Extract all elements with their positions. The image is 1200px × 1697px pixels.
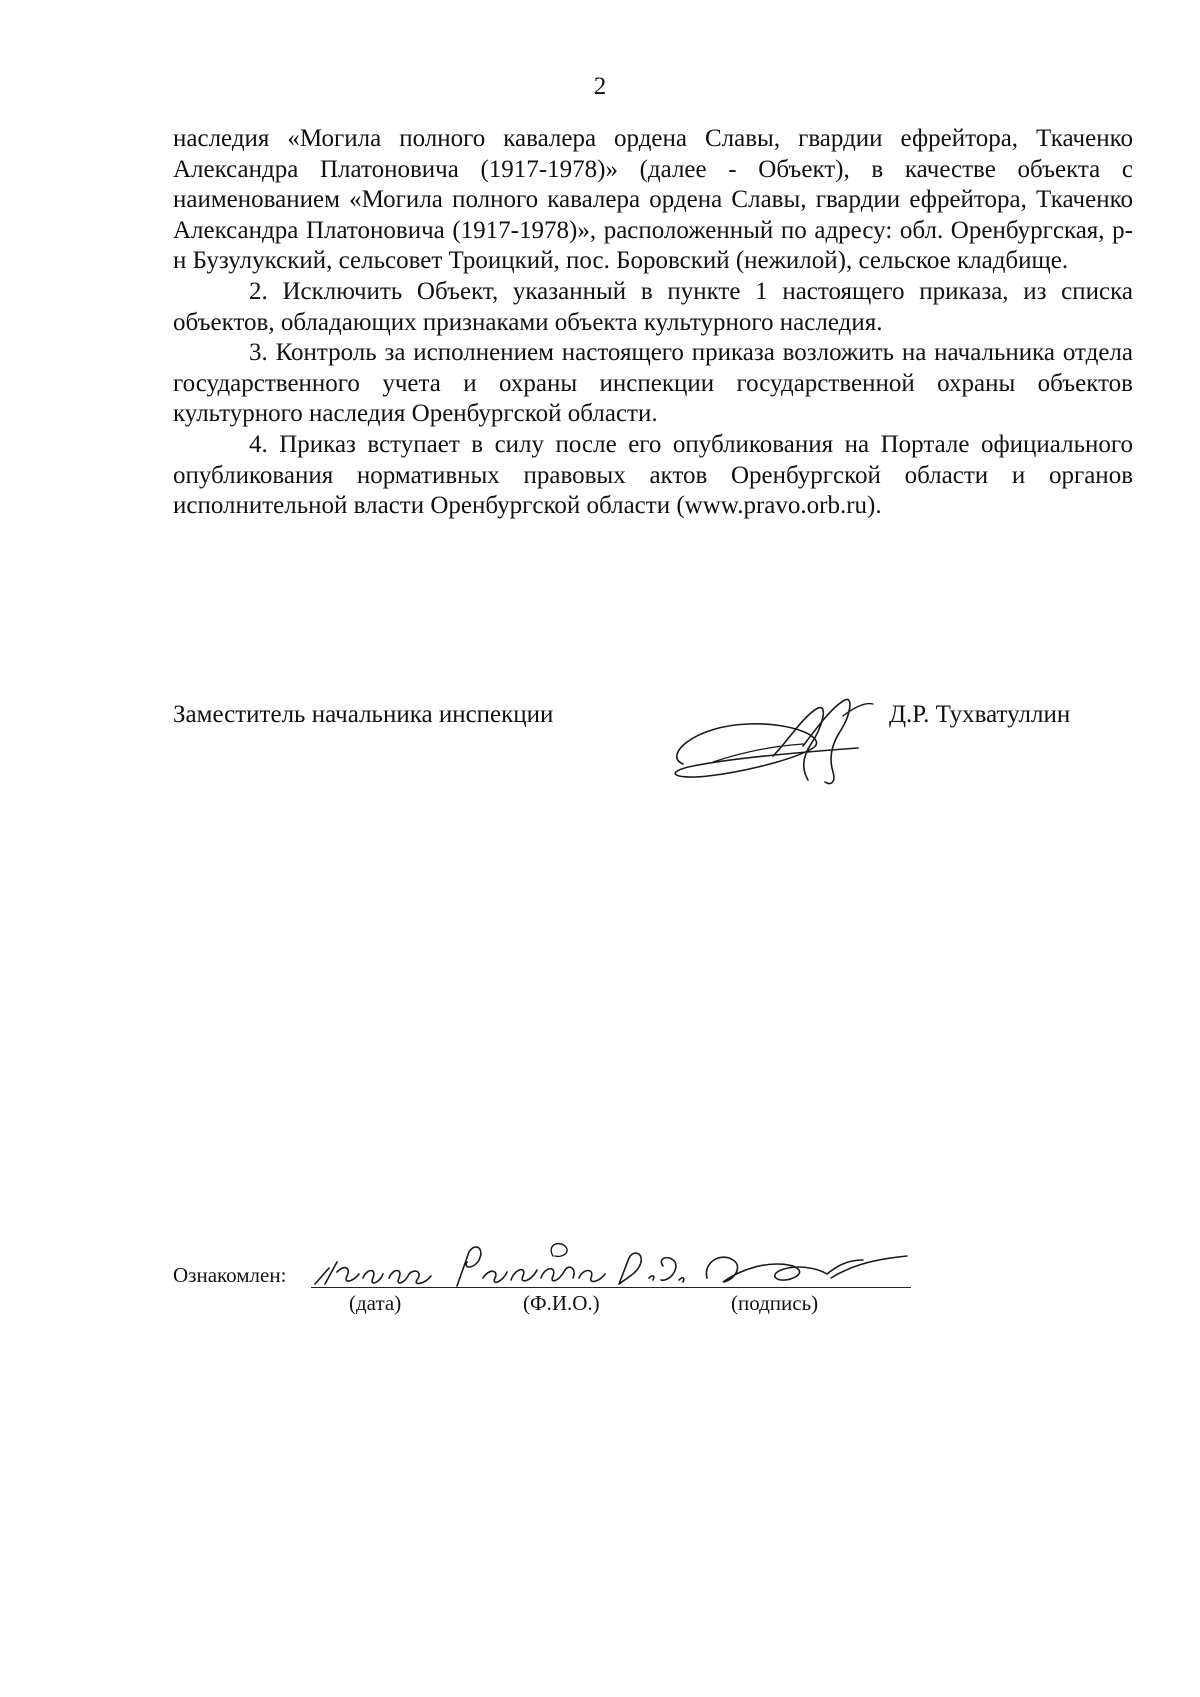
document-body [173,124,1133,522]
paragraph-3: 3. Контроль за исполнением настоящего приказа возложить на начальника отдела государственного учета и охраны инспекции государственной охраны объектов культурного наследия Оренбургской области. [173,339,1133,428]
signer-name: Д.Р. Тухватуллин [889,701,1071,728]
handwritten-signature [653,686,903,796]
signature-block [173,700,1133,820]
paragraph-2: 2. Исключить Объект, указанный в пункте 1 настоящего приказа, из списка объектов, обладающих признаками объекта культурного наследия. [173,277,1133,336]
paragraph-1-continuation: наследия «Могила полного кавалера ордена Славы, гвардии ефрейтора, Ткаченко Александра Платоновича (1917-1978)» (далее - Объект), в качестве объекта с наименованием «Могила полного кавалера ордена Славы, гвардии ефрейтора, Ткаченко Александра Платоновича (1917-1978)», расположенный по адресу: обл. Оренбургская, р-н Бузулукский, сельсовет Троицкий, пос. Боровский (нежилой), сельское кладбище. [173,125,1133,275]
paragraph-4: 4. Приказ вступает в силу после его опубликования на Портале официального опубликования нормативных правовых актов Оренбургской области и органов исполнительной власти Оренбургской области (www.pravo.orb.ru). [173,430,1133,520]
caption-signature: (подпись) [731,1291,819,1315]
acknowledgement-line [311,1287,911,1288]
acknowledgement-label: Ознакомлен: [173,1263,287,1287]
page-number: 2 [593,73,607,100]
acknowledgement-block [173,1262,933,1332]
caption-fio: (Ф.И.О.) [523,1291,600,1315]
signer-position: Заместитель начальника инспекции [173,701,554,728]
caption-date: (дата) [349,1291,402,1315]
